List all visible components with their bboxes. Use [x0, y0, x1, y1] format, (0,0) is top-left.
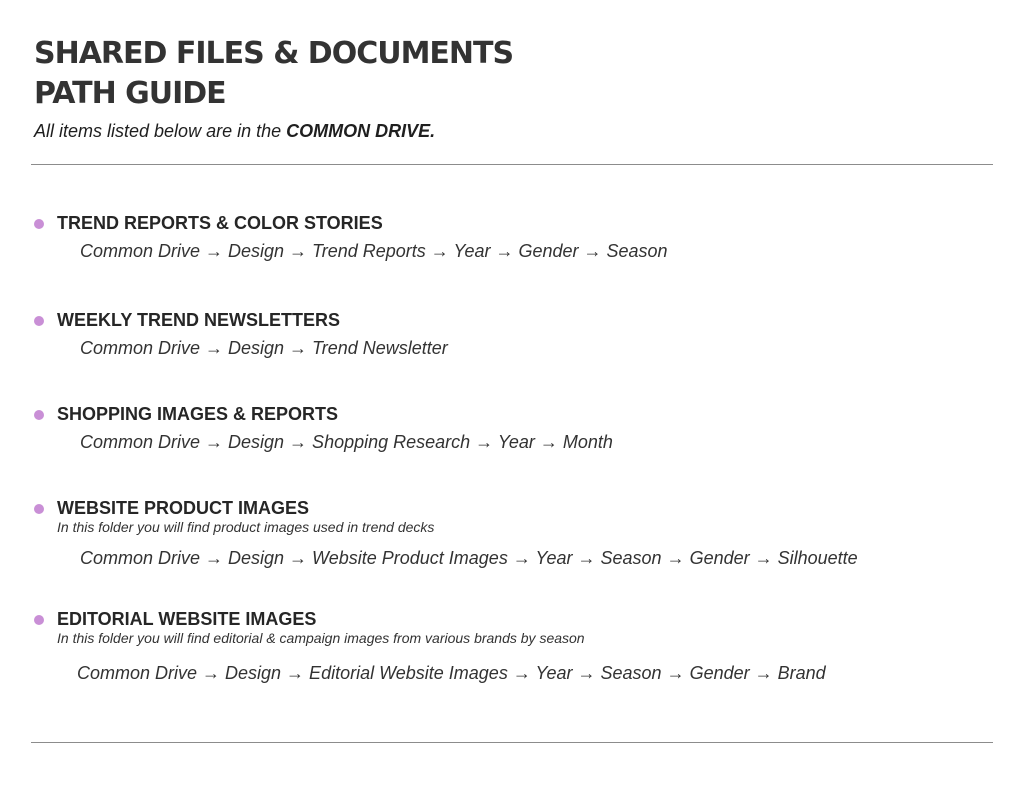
top-divider	[31, 164, 993, 165]
folder-path: Common Drive → Design → Shopping Research → Year → Month	[80, 432, 613, 452]
page-title-line-2: PATH GUIDE	[34, 76, 226, 111]
subtitle-emphasis: COMMON DRIVE.	[286, 121, 436, 141]
bullet-icon	[34, 316, 44, 326]
page-subtitle	[34, 121, 435, 142]
folder-path: Common Drive → Design → Trend Reports → Year → Gender → Season	[80, 241, 668, 261]
section-heading: SHOPPING IMAGES & REPORTS	[57, 404, 339, 424]
folder-path: Common Drive → Design → Trend Newsletter	[80, 338, 448, 358]
page-title-line-1: SHARED FILES & DOCUMENTS	[34, 36, 514, 71]
bullet-icon	[34, 410, 44, 420]
page-title	[34, 34, 513, 114]
folder-path: Common Drive → Design → Editorial Website Images → Year → Season → Gender → Brand	[77, 663, 826, 683]
bullet-icon	[34, 504, 44, 514]
section-heading: EDITORIAL WEBSITE IMAGES	[57, 609, 317, 629]
section-note: In this folder you will find product images used in trend decks	[57, 519, 435, 535]
subtitle-prefix: All items listed below are in the	[34, 121, 282, 141]
section-heading: TREND REPORTS & COLOR STORIES	[57, 213, 383, 233]
bullet-icon	[34, 219, 44, 229]
section-heading: WEBSITE PRODUCT IMAGES	[57, 498, 310, 518]
section-note: In this folder you will find editorial & campaign images from various brands by season	[57, 630, 585, 646]
bottom-divider	[31, 742, 993, 743]
folder-path: Common Drive → Design → Website Product Images → Year → Season → Gender → Silhouette	[80, 548, 858, 568]
section-heading: WEEKLY TREND NEWSLETTERS	[57, 310, 341, 330]
bullet-icon	[34, 615, 44, 625]
